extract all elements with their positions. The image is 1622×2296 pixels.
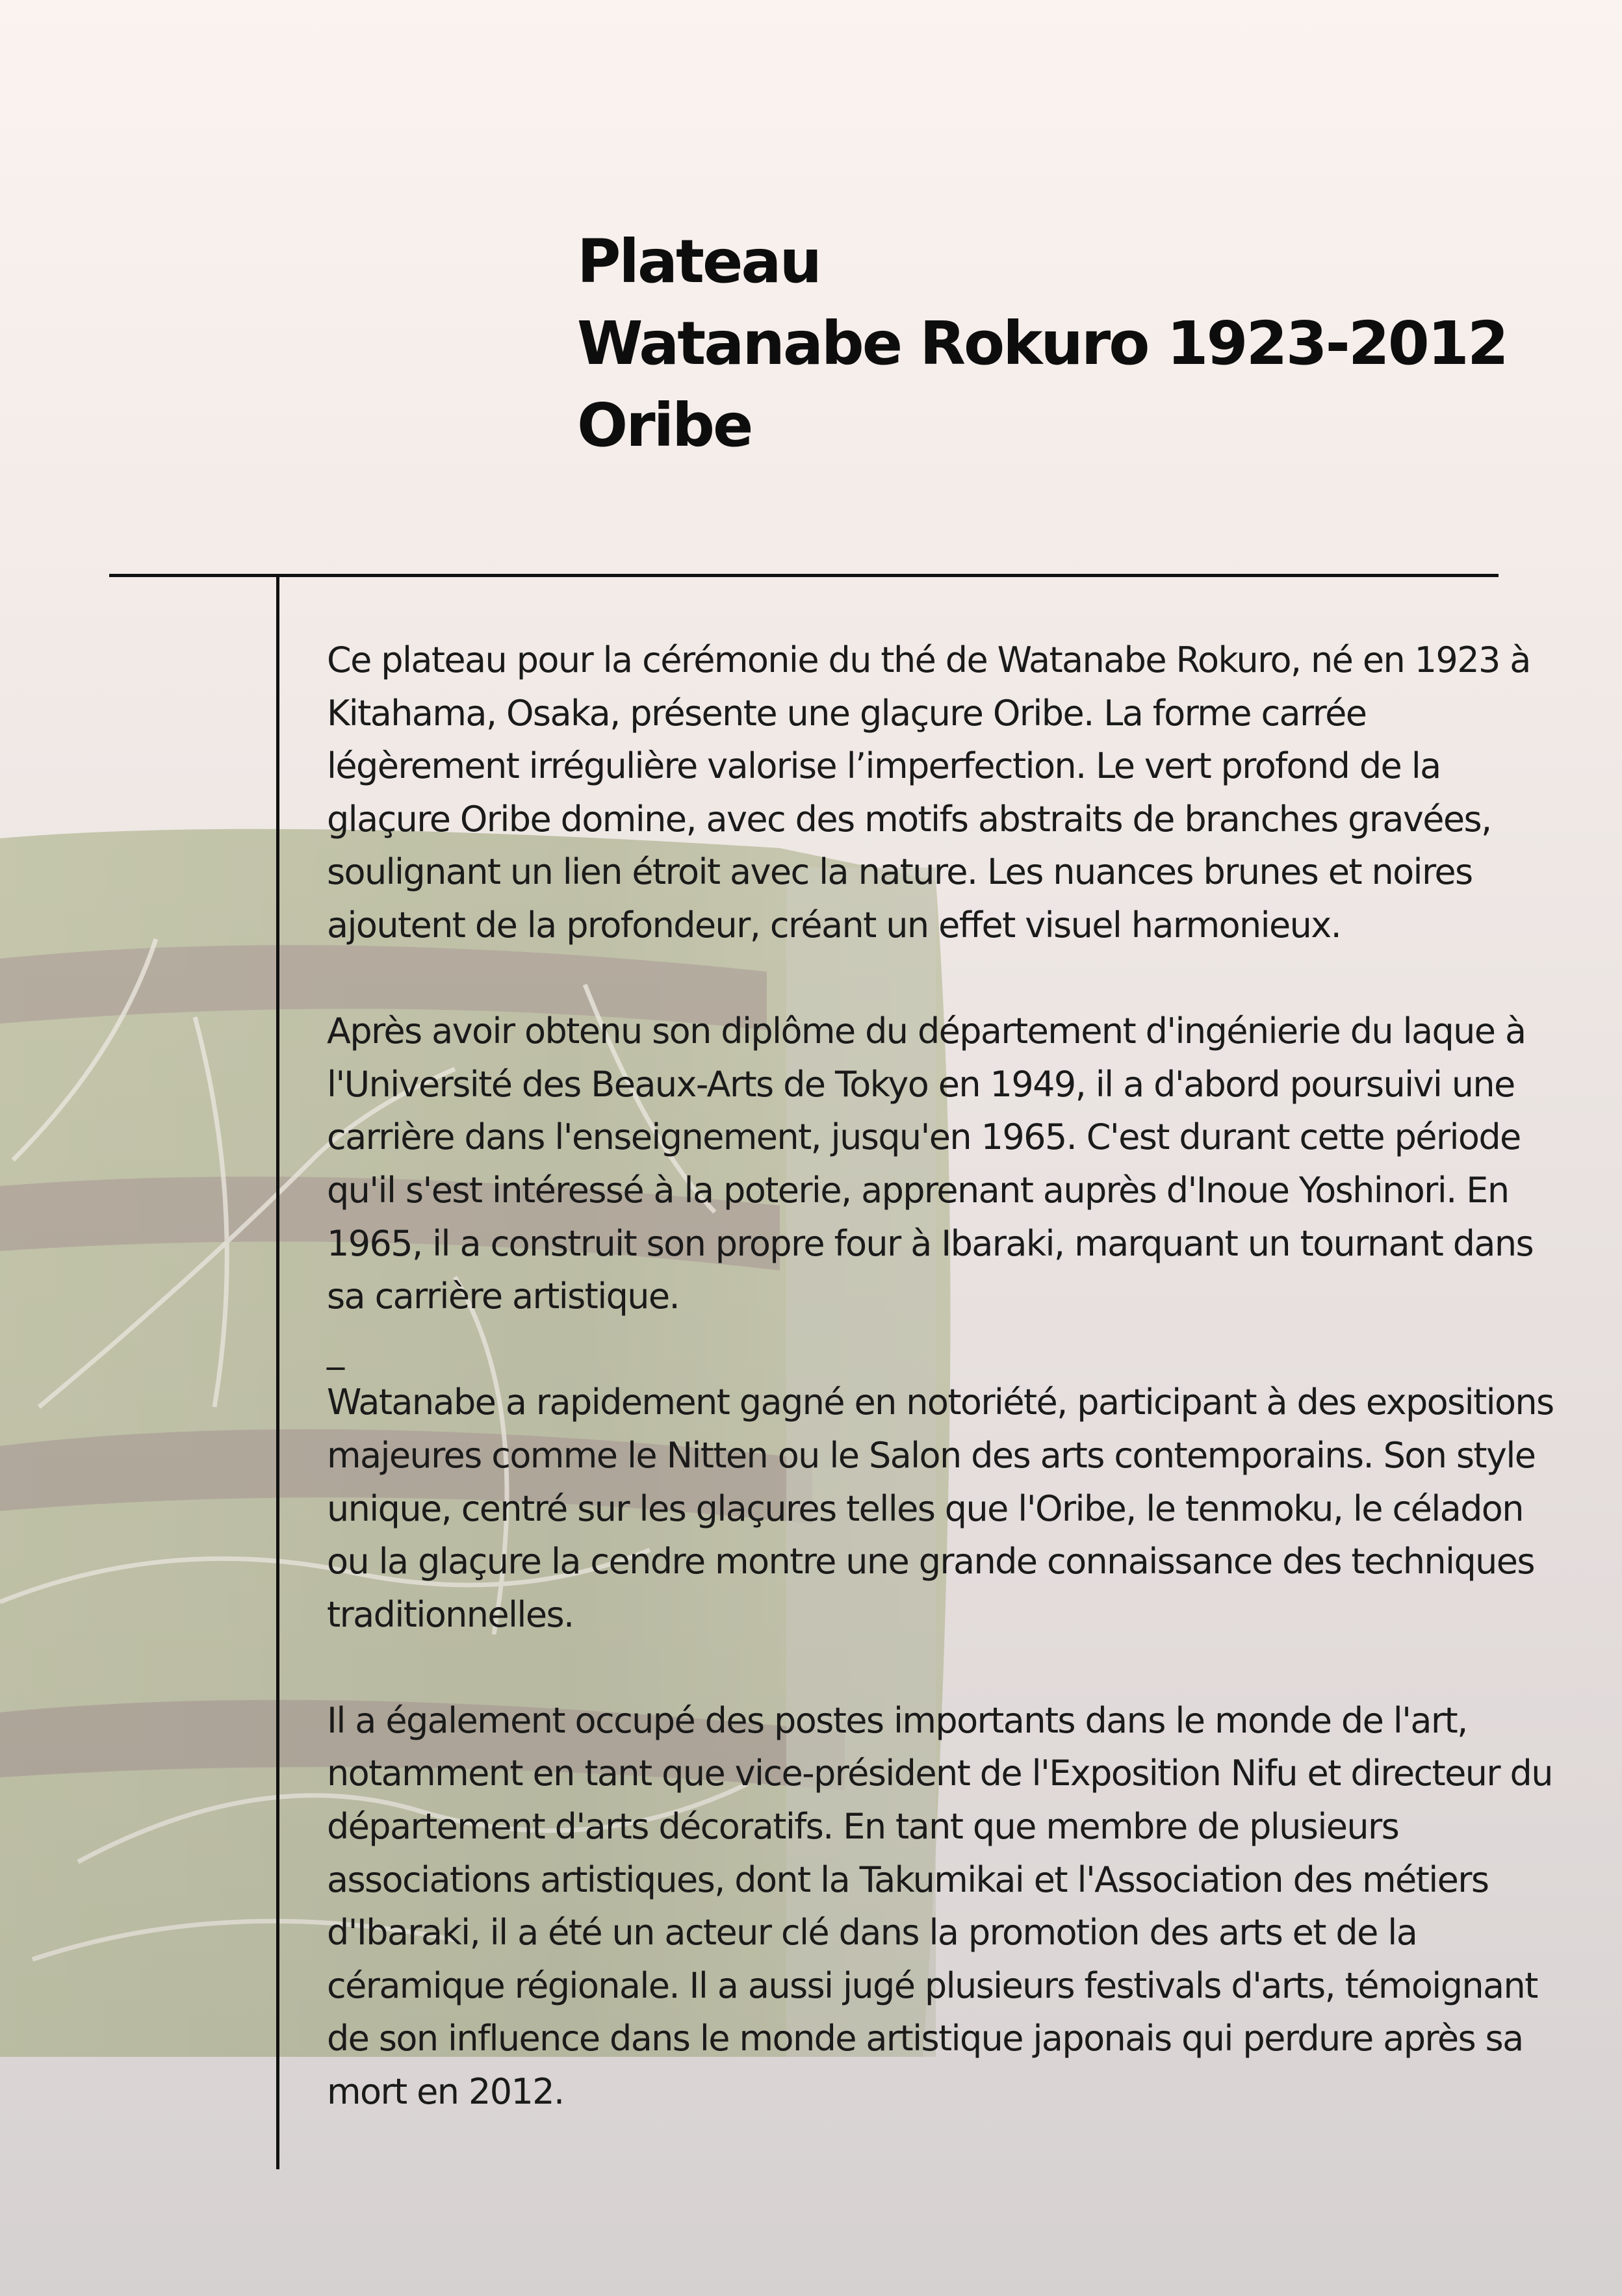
paragraph-recognition: Watanabe a rapidement gagné en notoriété, participant à des expositions majeures comme le Nitten ou le Salon des arts contemporains. Son style unique, centré sur les glaçures telles que l'Oribe, le tenmoku, le céladon ou la glaçure la cendre montre une grande connaissance des techniques traditionnelles. — [327, 1382, 1554, 1635]
page-title — [577, 221, 1507, 467]
title-line-artist: Watanabe Rokuro 1923-2012 — [577, 309, 1507, 378]
article-body — [327, 634, 1562, 2119]
paragraph-spacer — [327, 1641, 1562, 1694]
paragraph-description: Ce plateau pour la cérémonie du thé de Watanabe Rokuro, né en 1923 à Kitahama, Osaka, présente une glaçure Oribe. La forme carrée légèrement irrégulière valorise l’imperfection. Le vert profond de la glaçure Oribe domine, avec des motifs abstraits de branches gravées, soulignant un lien étroit avec la nature. Les nuances brunes et noires ajoutent de la profondeur, créant un effet visuel harmonieux. — [327, 639, 1530, 946]
title-line-glaze: Oribe — [577, 391, 752, 460]
paragraph-legacy: Il a également occupé des postes importants dans le monde de l'art, notamment en tant que vice-président de l'Exposition Nifu et directeur du département d'arts décoratifs. En tant que membre de plusieurs associations artistiques, dont la Takumikai et l'Association des métiers d'Ibaraki, il a été un acteur clé dans la promotion des arts et de la céramique régionale. Il a aussi jugé plusieurs festivals d'arts, témoignant de son influence dans le monde artistique japonais qui perdure après sa mort en 2012. — [327, 1699, 1552, 2113]
paragraph-career: Après avoir obtenu son diplôme du département d'ingénierie du laque à l'Université des Beaux-Arts de Tokyo en 1949, il a d'abord poursuivi une carrière dans l'enseignement, jusqu'en 1965. C'est durant cette période qu'il s'est intéressé à la poterie, apprenant auprès d'Inoue Yoshinori. En 1965, il a construit son propre four à Ibaraki, marquant un tournant dans sa carrière artistique. — [327, 1011, 1534, 1317]
horizontal-rule — [109, 574, 1499, 577]
vertical-rule — [276, 574, 279, 2169]
title-line-object: Plateau — [577, 227, 820, 296]
separator-mark: _ — [327, 1328, 344, 1370]
paragraph-spacer — [327, 952, 1562, 1005]
